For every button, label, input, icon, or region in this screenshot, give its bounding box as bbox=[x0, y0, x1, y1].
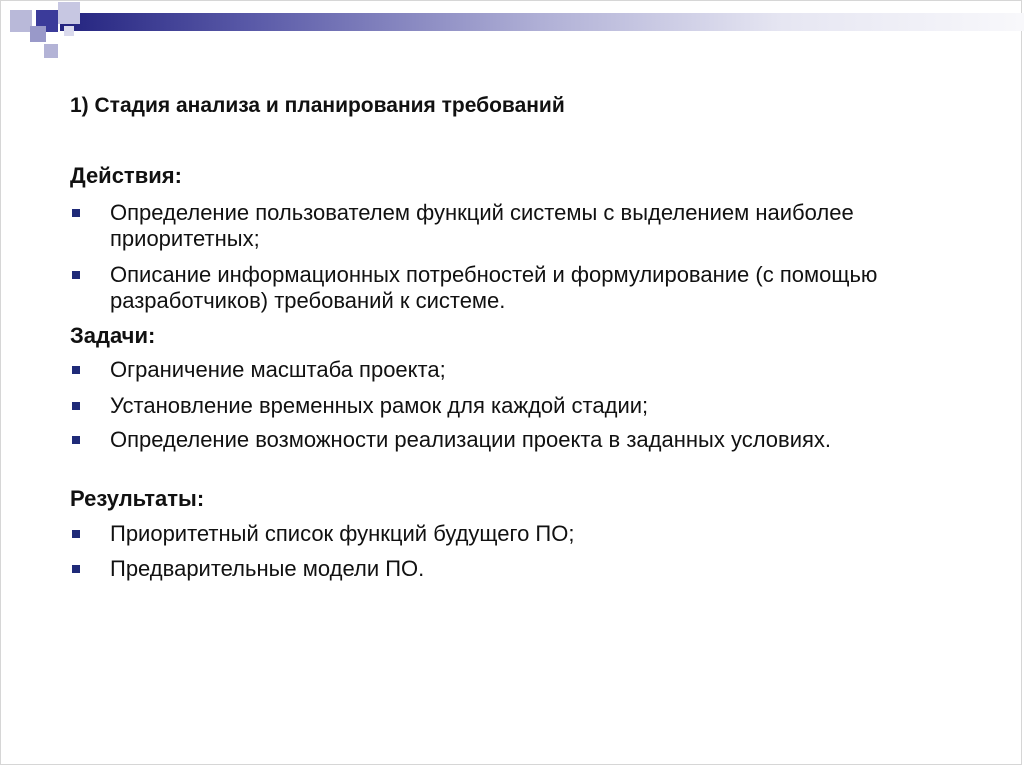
list-item-text: Определение возможности реализации проекта в заданных условиях. bbox=[110, 427, 832, 452]
square-bullet-icon bbox=[72, 436, 80, 444]
decor-square bbox=[30, 26, 46, 42]
square-bullet-icon bbox=[72, 366, 80, 374]
square-bullet-icon bbox=[72, 271, 80, 279]
section-heading-actions: Действия: bbox=[70, 163, 182, 188]
decor-square bbox=[64, 26, 74, 36]
list-item-text: Установление временных рамок для каждой стадии; bbox=[110, 393, 649, 418]
header-gradient-bar bbox=[60, 13, 1024, 31]
list-item-text: Определение пользователем функций системы с выделением наиболее приоритетных; bbox=[110, 200, 854, 251]
list-item-text: Предварительные модели ПО. bbox=[110, 556, 425, 581]
square-bullet-icon bbox=[72, 402, 80, 410]
square-bullet-icon bbox=[72, 209, 80, 217]
slide-title: 1) Стадия анализа и планирования требований bbox=[70, 94, 565, 117]
section-heading-results: Результаты: bbox=[70, 486, 205, 511]
list-item-text: Описание информационных потребностей и формулирование (с помощью разработчиков) требований к системе. bbox=[110, 262, 878, 313]
list-item-text: Приоритетный список функций будущего ПО; bbox=[110, 521, 575, 546]
section-heading-tasks: Задачи: bbox=[70, 323, 156, 348]
list-item-text: Ограничение масштаба проекта; bbox=[110, 357, 446, 382]
square-bullet-icon bbox=[72, 565, 80, 573]
decor-square bbox=[58, 2, 80, 24]
square-bullet-icon bbox=[72, 530, 80, 538]
decor-square bbox=[10, 10, 32, 32]
decor-square bbox=[44, 44, 58, 58]
